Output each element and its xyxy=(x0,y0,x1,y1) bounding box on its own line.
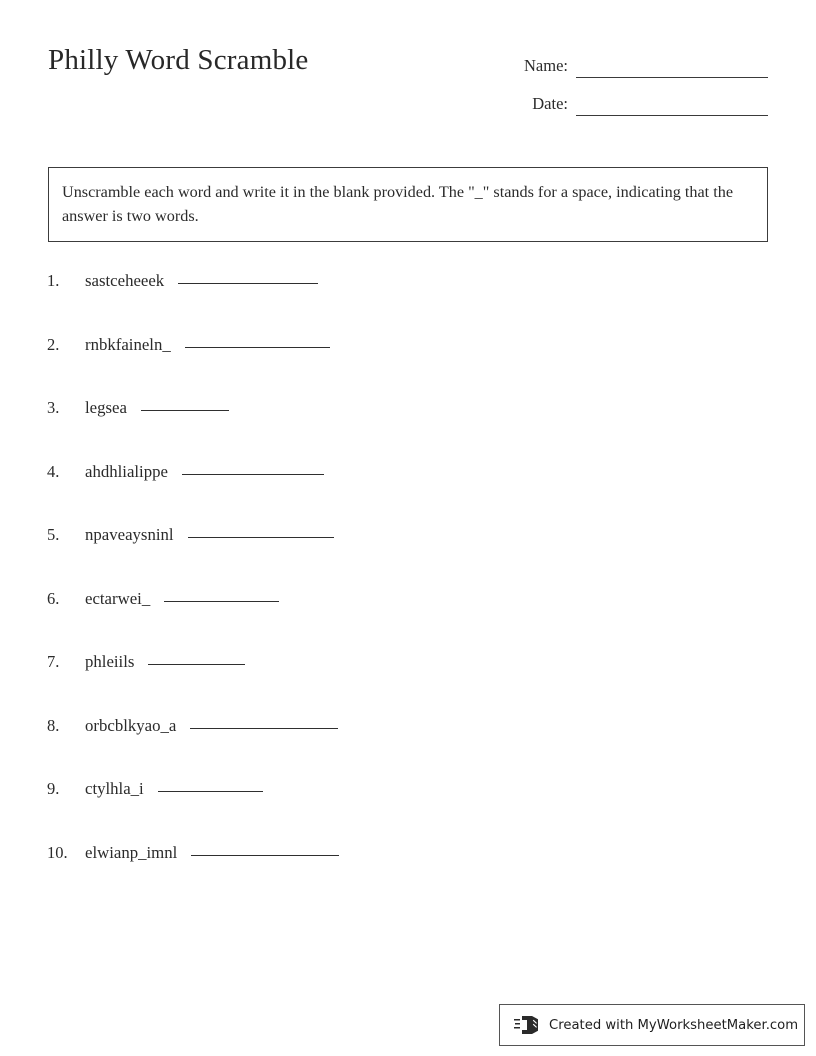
scramble-item xyxy=(47,652,777,716)
answer-blank-line[interactable] xyxy=(191,842,339,856)
scramble-item-number: 4. xyxy=(47,461,60,481)
scramble-item xyxy=(47,335,777,399)
footer-badge-text: Created with MyWorksheetMaker.com xyxy=(549,1017,799,1033)
scramble-item-number: 5. xyxy=(47,525,60,544)
date-field-row xyxy=(476,78,768,116)
scramble-item-number: 10. xyxy=(47,842,68,862)
scramble-item xyxy=(47,398,777,462)
scramble-item-number: 2. xyxy=(47,334,60,354)
answer-blank-line[interactable] xyxy=(148,651,245,665)
scramble-item-number: 3. xyxy=(47,398,60,417)
scrambled-word: phleiils xyxy=(85,652,135,671)
name-field-label: Name: xyxy=(524,56,568,75)
scrambled-word: ctylhla_i xyxy=(85,779,144,798)
date-input-line[interactable] xyxy=(576,95,768,116)
date-field-label: Date: xyxy=(532,94,568,113)
scrambled-word: ahdhlialippe xyxy=(85,461,168,481)
scramble-item-number: 9. xyxy=(47,779,60,798)
scramble-item xyxy=(47,462,777,526)
answer-blank-line[interactable] xyxy=(188,524,334,538)
scrambled-word: legsea xyxy=(85,398,127,417)
answer-blank-line[interactable] xyxy=(164,588,279,602)
answer-blank-line[interactable] xyxy=(158,778,263,792)
scramble-item-number: 1. xyxy=(47,271,60,290)
scramble-item xyxy=(47,525,777,589)
footer-badge[interactable] xyxy=(499,1004,805,1046)
answer-blank-line[interactable] xyxy=(185,334,330,348)
name-date-group xyxy=(476,40,768,116)
scrambled-word: ectarwei_ xyxy=(85,588,151,608)
scramble-question-list xyxy=(47,271,777,906)
answer-blank-line[interactable] xyxy=(182,461,324,475)
scramble-item xyxy=(47,589,777,653)
page-title: Philly Word Scramble xyxy=(48,44,309,76)
scrambled-word: orbcblkyao_a xyxy=(85,715,177,735)
scramble-item xyxy=(47,716,777,780)
scramble-item-number: 6. xyxy=(47,588,60,608)
answer-blank-line[interactable] xyxy=(190,715,338,729)
scramble-item xyxy=(47,843,777,907)
answer-blank-line[interactable] xyxy=(141,397,229,411)
scrambled-word: elwianp_imnl xyxy=(85,842,178,862)
instructions-text: Unscramble each word and write it in the blank provided. The "_" stands for a space, indicating that the answer is two words. xyxy=(62,183,734,225)
instructions-box xyxy=(48,167,768,242)
name-field-row xyxy=(476,40,768,78)
scrambled-word: sastceheeek xyxy=(85,271,165,290)
scramble-item-number: 7. xyxy=(47,652,60,671)
scramble-item-number: 8. xyxy=(47,715,60,735)
scrambled-word: rnbkfaineln_ xyxy=(85,334,171,354)
scramble-item xyxy=(47,779,777,843)
scramble-item xyxy=(47,271,777,335)
answer-blank-line[interactable] xyxy=(178,270,318,284)
worksheet-maker-logo-icon xyxy=(514,1014,540,1036)
name-input-line[interactable] xyxy=(576,57,768,78)
scrambled-word: npaveaysninl xyxy=(85,525,174,544)
worksheet-header xyxy=(48,40,768,120)
